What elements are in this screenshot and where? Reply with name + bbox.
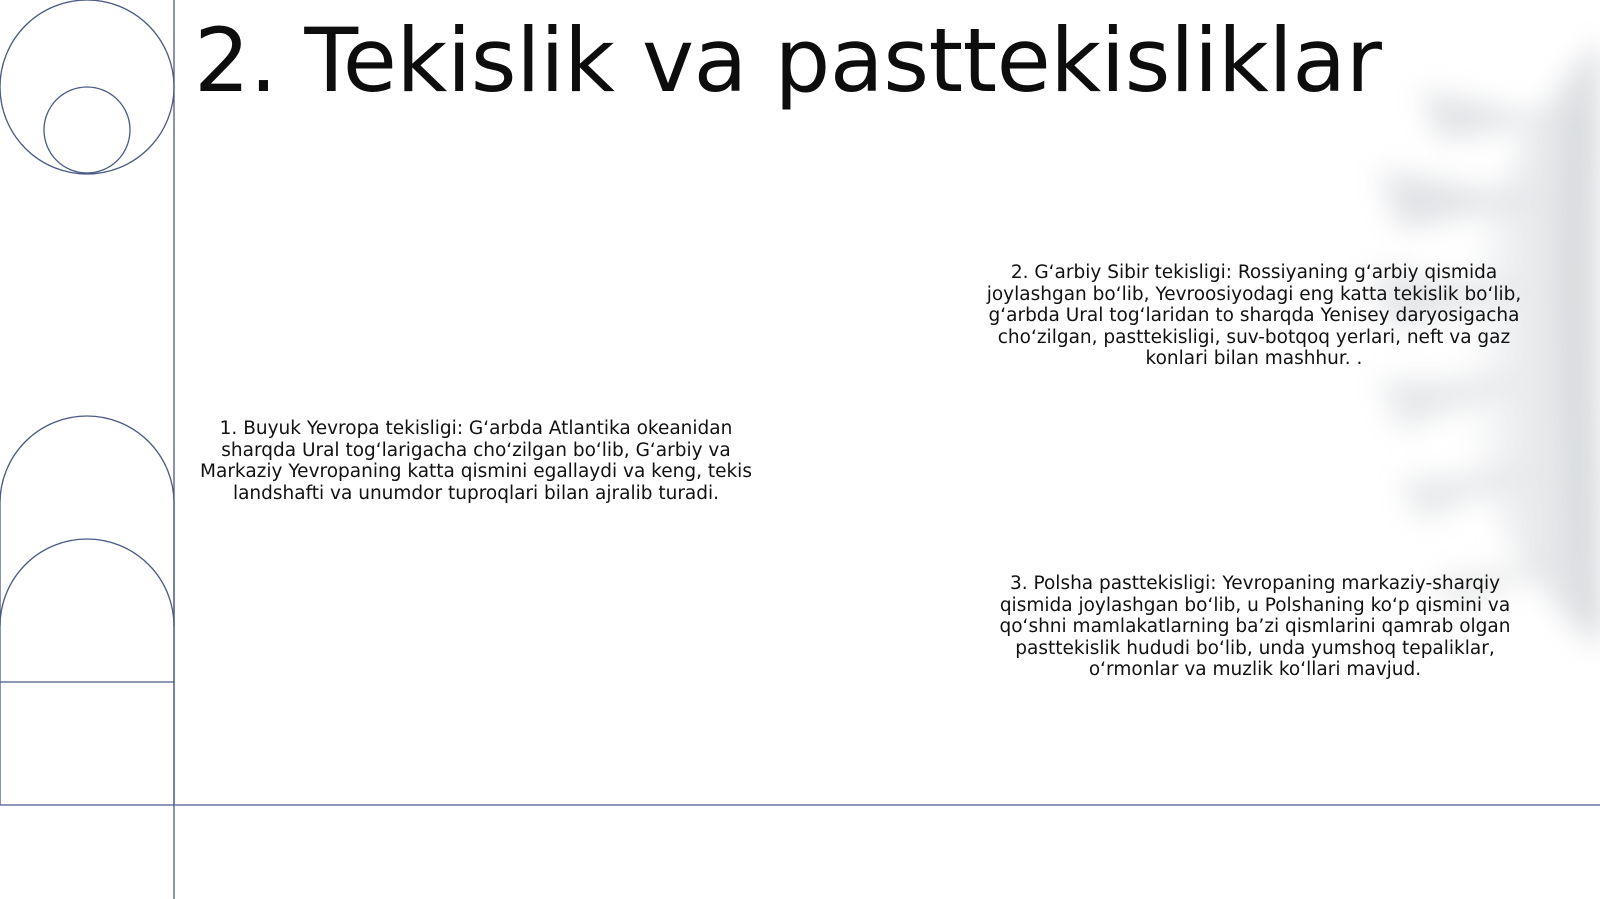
plain-description-1: 1. Buyuk Yevropa tekisligi: G‘arbda Atlantika okeanidan sharqda Ural tog‘larigacha cho‘zilgan bo‘lib, G‘arbiy va Markaziy Yevropaning katta qismini egallaydi va keng, tekis landshafti va unumdor tuproqlari bilan ajralib turadi.	[200, 418, 752, 504]
plain-description-3: 3. Polsha pasttekisligi: Yevropaning markaziy-sharqiy qismida joylashgan bo‘lib, u Polshaning ko‘p qismini va qo‘shni mamlakatlarning ba’zi qismlarini qamrab olgan pasttekislik hududi bo‘lib, unda yumshoq tepaliklar, o‘rmonlar va muzlik ko‘llari mavjud.	[999, 573, 1511, 680]
slide-title: 2. Tekislik va pasttekisliklar	[194, 9, 1382, 112]
plain-description-2: 2. G‘arbiy Sibir tekisligi: Rossiyaning g‘arbiy qismida joylashgan bo‘lib, Yevroosiyodagi eng katta tekislik bo‘lib, g‘arbda Ural tog‘laridan to sharqda Yenisey daryosigacha cho‘zilgan, pasttekisligi, suv-botqoq yerlari, neft va gaz konlari bilan mashhur. .	[986, 262, 1522, 369]
